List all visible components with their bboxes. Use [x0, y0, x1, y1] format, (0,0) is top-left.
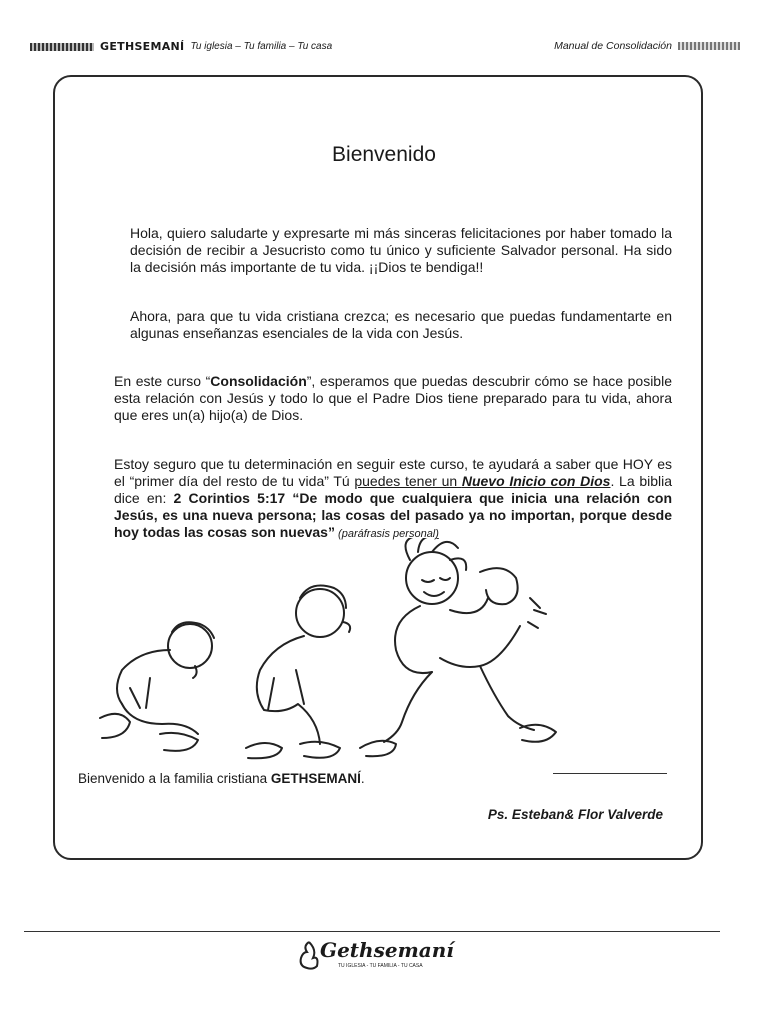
- welcome-end: .: [360, 771, 365, 786]
- header-decoration-right: [678, 42, 740, 50]
- welcome-text: Bienvenido a la familia cristiana: [78, 771, 271, 786]
- header-manual-title: Manual de Consolidación: [554, 40, 672, 52]
- footer-divider: [24, 931, 720, 932]
- cartoon-figure-happy: [360, 538, 556, 756]
- signature: Ps. Esteban& Flor Valverde: [487, 807, 663, 822]
- course-name: Consolidación: [210, 373, 307, 389]
- paraphrase-note: (paráfrasis personal): [334, 528, 439, 540]
- page-title: Bienvenido: [332, 143, 436, 166]
- header-brand: GETHSEMANÍ: [100, 40, 185, 53]
- cartoon-figure-neutral: [246, 586, 350, 759]
- cartoon-figure-sad: [100, 622, 214, 751]
- paragraph-new-start: [82, 456, 672, 543]
- footer-logo: [298, 938, 458, 974]
- flame-icon: [298, 940, 320, 970]
- new-start-underline: puedes tener un: [354, 473, 462, 489]
- header-decoration: [30, 43, 94, 51]
- course-text-after: ”, esperamos que puedas descubrir cómo se hace posible esta relación con Jesús y todo lo que el Padre Dios tiene preparado para tu vida, ahora que eres un(a) hijo(a) de Dios.: [114, 373, 672, 423]
- paragraph-greeting: [82, 225, 672, 276]
- course-text-before: En este curso “: [114, 373, 211, 389]
- header-tagline: Tu iglesia – Tu familia – Tu casa: [190, 41, 333, 52]
- footer-logo-tagline: TU IGLESIA - TU FAMILIA - TU CASA: [338, 963, 423, 969]
- signature-line: [553, 773, 667, 774]
- header-right: [554, 40, 740, 52]
- footer-logo-text: Gethsemaní: [320, 938, 454, 962]
- bible-intro: . La biblia dice en:: [114, 473, 673, 506]
- page-header: [30, 40, 740, 60]
- new-start-text: Estoy seguro que tu determinación en seguir este curso, te ayudará a saber que HOY es el “primer día del resto de tu vida” Tú: [114, 456, 672, 489]
- paragraph-growth: [82, 308, 672, 342]
- paragraph-course: [82, 373, 672, 424]
- header-left: [30, 40, 332, 53]
- paragraph-greeting-text: Hola, quiero saludarte y expresarte mi más sinceras felicitaciones por haber tomado la decisión de recibir a Jesucristo como tu único y suficiente Salvador personal. Ha sido la decisión más importante de tu vida. ¡¡Dios te bendiga!!: [130, 225, 672, 275]
- new-start-emphasis: Nuevo Inicio con Dios: [461, 473, 611, 489]
- cartoon-illustration: [60, 538, 560, 773]
- verse-text: “De modo que cualquiera que inicia una relación con Jesús, es una nueva persona; las cosas del pasado ya no importan, porque desde hoy todas las cosas son nuevas”: [114, 490, 672, 540]
- welcome-line: [78, 771, 365, 786]
- paragraph-growth-text: Ahora, para que tu vida cristiana crezca; es necesario que puedas fundamentarte en algunas enseñanzas esenciales de la vida con Jesús.: [130, 308, 672, 341]
- welcome-church: GETHSEMANÍ: [270, 771, 361, 786]
- verse-reference: 2 Corintios 5:17: [173, 490, 286, 506]
